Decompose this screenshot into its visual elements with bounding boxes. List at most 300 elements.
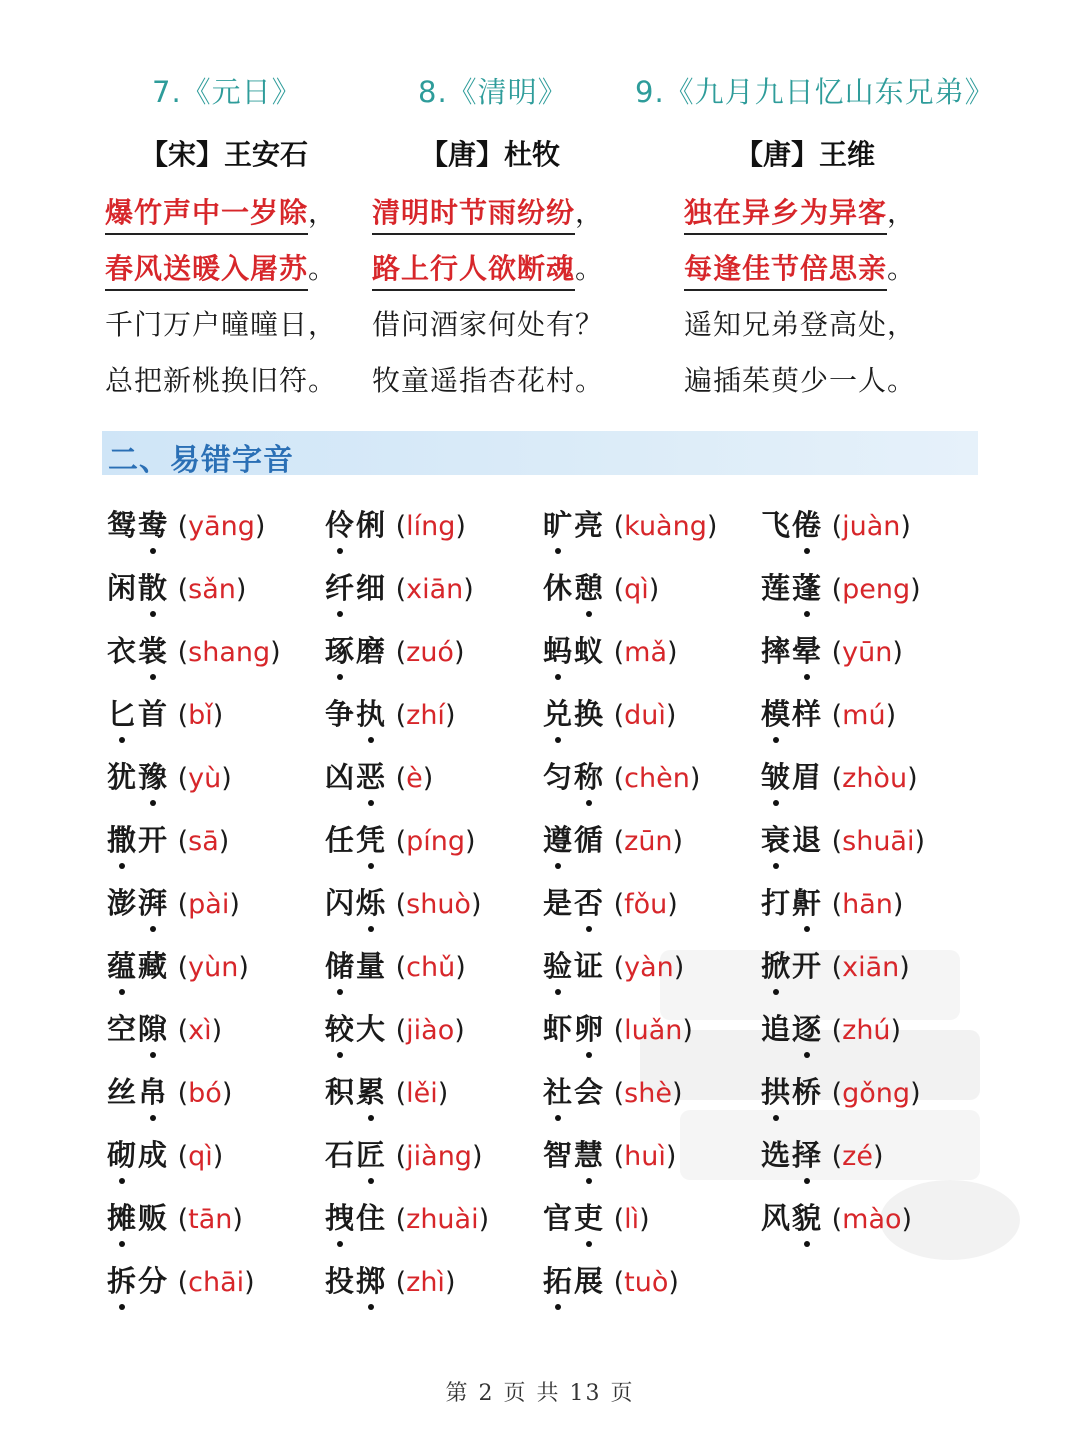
word-characters: 飞倦 <box>761 508 824 542</box>
paren-close: ) <box>465 826 476 857</box>
word-characters: 摊贩 <box>107 1201 170 1235</box>
paren-close: ) <box>667 889 678 920</box>
word-characters: 拽住 <box>325 1201 388 1235</box>
word-characters: 空隙 <box>107 1012 170 1046</box>
paren-open: ( <box>387 1141 407 1172</box>
paren-open: ( <box>823 1078 843 1109</box>
word-pinyin: shè <box>624 1078 672 1109</box>
emphasis-dot-icon <box>119 1304 125 1310</box>
emphasis-dot-icon <box>119 1178 125 1184</box>
word-pinyin: luǎn <box>624 1015 683 1046</box>
paren-open: ( <box>169 637 189 668</box>
emphasis-dot-icon <box>773 1115 779 1121</box>
word-characters: 选择 <box>761 1138 824 1172</box>
word-item <box>325 1130 483 1180</box>
poem-line <box>105 297 337 353</box>
word-pinyin: mào <box>842 1204 902 1235</box>
word-characters: 官吏 <box>543 1201 606 1235</box>
word-item <box>107 1193 243 1243</box>
paren-close: ) <box>444 1267 456 1298</box>
paren-open: ( <box>823 1141 843 1172</box>
word-characters: 较大 <box>325 1012 388 1046</box>
paren-open: ( <box>169 1078 189 1109</box>
poem-line-text: 清明时节雨纷纷 <box>372 193 575 235</box>
paren-close: ) <box>453 637 465 668</box>
word-item <box>107 1130 223 1180</box>
word-item <box>543 1256 679 1306</box>
emphasis-dot-icon <box>586 800 592 806</box>
paren-close: ) <box>221 1078 233 1109</box>
emphasis-dot-icon <box>337 674 343 680</box>
poem-line <box>105 353 337 409</box>
poem-line-text: 遍插茱萸少一人 <box>684 364 888 397</box>
word-characters: 拱桥 <box>761 1075 824 1109</box>
word-characters: 追逐 <box>761 1012 824 1046</box>
poem-line-text: 总把新桃换旧符 <box>105 364 309 397</box>
paren-close: ) <box>885 700 897 731</box>
paren-close: ) <box>648 574 660 605</box>
emphasis-dot-icon <box>586 1241 592 1247</box>
word-pinyin: bó <box>188 1078 222 1109</box>
word-item <box>325 689 455 739</box>
word-item <box>107 1004 222 1054</box>
emphasis-dot-icon <box>337 1052 343 1058</box>
word-characters: 闲散 <box>107 571 170 605</box>
emphasis-dot-icon <box>368 1115 374 1121</box>
paren-close: ) <box>706 511 718 542</box>
word-pinyin: chǔ <box>406 952 456 983</box>
poem-author: 【宋】王安石 <box>140 138 309 171</box>
word-characters: 伶俐 <box>325 508 388 542</box>
word-item <box>107 1067 232 1117</box>
word-characters: 验证 <box>543 949 606 983</box>
paren-open: ( <box>387 1078 407 1109</box>
word-item <box>543 1130 676 1180</box>
word-pinyin: yàn <box>624 952 674 983</box>
poem-line <box>105 185 337 241</box>
emphasis-dot-icon <box>119 1241 125 1247</box>
paren-close: ) <box>665 1141 677 1172</box>
word-item <box>543 752 700 802</box>
word-characters: 蕴藏 <box>107 949 170 983</box>
word-pinyin: jiàng <box>406 1141 472 1172</box>
poem-line <box>684 241 995 297</box>
section-title: 二、易错字音 <box>108 443 294 478</box>
paren-close: ) <box>444 700 456 731</box>
word-characters: 任凭 <box>325 823 388 857</box>
paren-close: ) <box>212 700 224 731</box>
poem-line-punct: ， <box>308 308 338 341</box>
word-characters: 鸳鸯 <box>107 508 170 542</box>
word-item <box>325 941 466 991</box>
word-pinyin: pài <box>188 889 230 920</box>
paren-close: ) <box>914 826 926 857</box>
word-item <box>107 626 281 676</box>
paren-close: ) <box>671 1078 683 1109</box>
paren-open: ( <box>823 511 843 542</box>
word-item <box>761 1130 883 1180</box>
word-pinyin: lěi <box>406 1078 438 1109</box>
paren-open: ( <box>605 889 625 920</box>
word-item <box>325 626 465 676</box>
paren-close: ) <box>639 1204 650 1235</box>
word-characters: 撒开 <box>107 823 170 857</box>
word-characters: 拆分 <box>107 1264 170 1298</box>
poem-8 <box>372 70 604 409</box>
word-item <box>761 752 918 802</box>
paren-close: ) <box>910 574 921 605</box>
paren-open: ( <box>605 1078 625 1109</box>
poem-line-text: 爆竹声中一岁除 <box>105 193 308 235</box>
paren-open: ( <box>605 952 625 983</box>
poem-line-text: 每逢佳节倍思亲 <box>684 249 887 291</box>
poem-line-punct: 。 <box>308 252 338 285</box>
word-pinyin: huì <box>624 1141 666 1172</box>
emphasis-dot-icon <box>555 1304 561 1310</box>
word-pinyin: fǒu <box>624 889 668 920</box>
poem-line-punct: 。 <box>308 364 338 397</box>
word-characters: 社会 <box>543 1075 606 1109</box>
word-item <box>107 563 246 613</box>
word-characters: 积累 <box>325 1075 388 1109</box>
paren-open: ( <box>387 952 407 983</box>
word-pinyin: xiān <box>842 952 900 983</box>
paren-open: ( <box>387 889 407 920</box>
emphasis-dot-icon <box>804 1052 810 1058</box>
poem-line <box>372 241 604 297</box>
word-characters: 澎湃 <box>107 886 170 920</box>
word-pinyin: zhì <box>406 1267 445 1298</box>
emphasis-dot-icon <box>337 989 343 995</box>
paren-open: ( <box>169 1204 189 1235</box>
word-item <box>761 941 910 991</box>
paren-close: ) <box>892 637 903 668</box>
word-item <box>543 815 683 865</box>
word-characters: 风貌 <box>761 1201 824 1235</box>
word-characters: 虾卵 <box>543 1012 606 1046</box>
word-pinyin: chèn <box>624 763 690 794</box>
paren-open: ( <box>823 889 843 920</box>
poem-line <box>105 241 337 297</box>
word-characters: 闪烁 <box>325 886 388 920</box>
poem-line-punct: ， <box>887 308 917 341</box>
word-item <box>325 1067 448 1117</box>
paren-close: ) <box>901 1204 913 1235</box>
word-pinyin: shuāi <box>842 826 915 857</box>
paren-open: ( <box>605 1267 625 1298</box>
paren-open: ( <box>169 511 189 542</box>
emphasis-dot-icon <box>773 800 779 806</box>
word-characters: 凶恶 <box>325 760 388 794</box>
word-characters: 投掷 <box>325 1264 388 1298</box>
word-item <box>543 563 659 613</box>
emphasis-dot-icon <box>555 1115 561 1121</box>
paren-close: ) <box>890 1015 902 1046</box>
paren-close: ) <box>422 763 434 794</box>
word-characters: 衣裳 <box>107 634 170 668</box>
paren-open: ( <box>169 889 189 920</box>
poem-line-punct: ？ <box>575 308 605 341</box>
poem-line-punct: ， <box>887 196 917 229</box>
emphasis-dot-icon <box>804 1178 810 1184</box>
paren-close: ) <box>235 574 247 605</box>
paren-close: ) <box>899 952 910 983</box>
word-characters: 摔晕 <box>761 634 824 668</box>
word-characters: 琢磨 <box>325 634 388 668</box>
paren-open: ( <box>823 763 843 794</box>
emphasis-dot-icon <box>337 1241 343 1247</box>
word-item <box>543 500 717 550</box>
word-pinyin: juàn <box>842 511 901 542</box>
word-pinyin: xì <box>188 1015 212 1046</box>
paren-close: ) <box>463 574 474 605</box>
paren-open: ( <box>169 700 189 731</box>
word-item <box>107 500 265 550</box>
emphasis-dot-icon <box>586 926 592 932</box>
paren-open: ( <box>387 763 407 794</box>
paren-open: ( <box>387 1267 407 1298</box>
paren-close: ) <box>244 1267 255 1298</box>
word-characters: 拓展 <box>543 1264 606 1298</box>
word-pinyin: kuàng <box>624 511 707 542</box>
word-pinyin: è <box>406 763 423 794</box>
paren-close: ) <box>270 637 281 668</box>
emphasis-dot-icon <box>368 926 374 932</box>
paren-close: ) <box>218 826 230 857</box>
poem-title: 7.《元日》 <box>152 75 302 109</box>
paren-open: ( <box>169 1267 189 1298</box>
word-characters: 是否 <box>543 886 606 920</box>
emphasis-dot-icon <box>804 674 810 680</box>
paren-open: ( <box>823 574 843 605</box>
poem-line-punct: 。 <box>887 364 917 397</box>
paren-open: ( <box>605 700 625 731</box>
section-header <box>102 431 978 478</box>
paren-open: ( <box>387 1204 407 1235</box>
emphasis-dot-icon <box>368 863 374 869</box>
paren-open: ( <box>387 1015 407 1046</box>
word-characters: 打鼾 <box>761 886 824 920</box>
paren-open: ( <box>387 574 407 605</box>
paren-close: ) <box>211 1015 223 1046</box>
poem-line-punct: 。 <box>575 252 605 285</box>
paren-open: ( <box>823 952 843 983</box>
poem-9 <box>635 70 995 409</box>
poem-line <box>684 353 995 409</box>
paren-open: ( <box>605 637 625 668</box>
paren-close: ) <box>478 1204 490 1235</box>
word-pinyin: chāi <box>188 1267 245 1298</box>
emphasis-dot-icon <box>337 548 343 554</box>
paren-close: ) <box>910 1078 921 1109</box>
poem-line-text: 春风送暖入屠苏 <box>105 249 308 291</box>
word-item <box>761 500 911 550</box>
word-pinyin: peng <box>842 574 911 605</box>
poem-line <box>684 297 995 353</box>
poem-line-text: 千门万户曈曈日 <box>105 308 309 341</box>
word-characters: 争执 <box>325 697 388 731</box>
word-item <box>107 878 240 928</box>
word-characters: 砌成 <box>107 1138 170 1172</box>
paren-open: ( <box>605 826 625 857</box>
poem-line <box>684 185 995 241</box>
poem-title: 9.《九月九日忆山东兄弟》 <box>635 75 995 109</box>
word-characters: 石匠 <box>325 1138 388 1172</box>
word-pinyin: qì <box>624 574 649 605</box>
word-pinyin: duì <box>624 700 666 731</box>
word-item <box>543 941 684 991</box>
paren-close: ) <box>238 952 249 983</box>
poem-title: 8.《清明》 <box>418 75 568 109</box>
emphasis-dot-icon <box>368 1304 374 1310</box>
paren-close: ) <box>665 700 677 731</box>
paren-close: ) <box>437 1078 449 1109</box>
emphasis-dot-icon <box>150 674 156 680</box>
page-number: 第 2 页 共 13 页 <box>445 1381 635 1406</box>
word-item <box>325 1193 489 1243</box>
emphasis-dot-icon <box>150 548 156 554</box>
emphasis-dot-icon <box>150 1052 156 1058</box>
word-pinyin: mǎ <box>624 637 667 668</box>
word-item <box>325 563 474 613</box>
paren-close: ) <box>455 511 466 542</box>
word-characters: 兑换 <box>543 697 606 731</box>
emphasis-dot-icon <box>555 737 561 743</box>
paren-open: ( <box>605 763 625 794</box>
emphasis-dot-icon <box>368 737 374 743</box>
word-pinyin: jiào <box>406 1015 455 1046</box>
poem-line-punct: 。 <box>575 364 605 397</box>
paren-open: ( <box>823 1015 843 1046</box>
word-item <box>761 689 896 739</box>
word-characters: 储量 <box>325 949 388 983</box>
paren-open: ( <box>823 826 843 857</box>
paren-open: ( <box>823 1204 843 1235</box>
paren-open: ( <box>823 700 843 731</box>
poem-line <box>372 353 604 409</box>
word-characters: 纤细 <box>325 571 388 605</box>
word-item <box>107 689 223 739</box>
paren-close: ) <box>673 952 685 983</box>
emphasis-dot-icon <box>368 1178 374 1184</box>
word-characters: 遵循 <box>543 823 606 857</box>
word-pinyin: bǐ <box>188 700 213 731</box>
paren-close: ) <box>907 763 918 794</box>
emphasis-dot-icon <box>773 737 779 743</box>
word-pinyin: zé <box>842 1141 873 1172</box>
poem-author: 【唐】王维 <box>735 138 876 171</box>
word-pinyin: sǎn <box>188 574 236 605</box>
word-pinyin: yāng <box>188 511 255 542</box>
paren-close: ) <box>212 1141 224 1172</box>
word-item <box>325 1256 455 1306</box>
word-pinyin: tuò <box>624 1267 669 1298</box>
paren-open: ( <box>605 1141 625 1172</box>
word-item <box>761 1004 901 1054</box>
word-item <box>325 878 482 928</box>
word-characters: 休憩 <box>543 571 606 605</box>
emphasis-dot-icon <box>119 989 125 995</box>
poem-author: 【唐】杜牧 <box>420 138 561 171</box>
word-pinyin: sā <box>188 826 219 857</box>
word-characters: 掀开 <box>761 949 824 983</box>
word-characters: 衰退 <box>761 823 824 857</box>
paren-open: ( <box>387 826 407 857</box>
word-item <box>107 752 232 802</box>
paren-close: ) <box>900 511 911 542</box>
word-item <box>325 815 476 865</box>
paren-open: ( <box>605 574 625 605</box>
word-item <box>325 752 433 802</box>
emphasis-dot-icon <box>555 863 561 869</box>
word-item <box>761 1067 921 1117</box>
paren-close: ) <box>682 1015 693 1046</box>
emphasis-dot-icon <box>804 926 810 932</box>
word-item <box>107 941 249 991</box>
word-pinyin: qì <box>188 1141 213 1172</box>
paren-close: ) <box>689 763 701 794</box>
paren-close: ) <box>672 826 684 857</box>
word-pinyin: tān <box>188 1204 233 1235</box>
word-characters: 模样 <box>761 697 824 731</box>
emphasis-dot-icon <box>804 611 810 617</box>
poem-line-text: 牧童遥指杏花村 <box>372 364 576 397</box>
poem-7 <box>105 70 337 409</box>
emphasis-dot-icon <box>368 800 374 806</box>
poem-line-text: 遥知兄弟登高处 <box>684 308 888 341</box>
word-pinyin: yù <box>188 763 222 794</box>
word-pinyin: hān <box>842 889 893 920</box>
emphasis-dot-icon <box>586 1178 592 1184</box>
word-pinyin: shuò <box>406 889 471 920</box>
word-item <box>107 815 229 865</box>
word-item <box>543 878 678 928</box>
paren-close: ) <box>229 889 240 920</box>
paren-close: ) <box>254 511 266 542</box>
emphasis-dot-icon <box>804 1241 810 1247</box>
poem-line-punct: ， <box>308 196 338 229</box>
paren-open: ( <box>823 637 843 668</box>
word-characters: 犹豫 <box>107 760 170 794</box>
paren-open: ( <box>605 1204 625 1235</box>
poem-line <box>372 297 604 353</box>
poem-line-text: 路上行人欲断魂 <box>372 249 575 291</box>
word-pinyin: zhí <box>406 700 445 731</box>
poem-line-punct: ， <box>575 196 605 229</box>
paren-open: ( <box>169 1015 189 1046</box>
emphasis-dot-icon <box>119 737 125 743</box>
word-pinyin: zūn <box>624 826 673 857</box>
word-item <box>761 1193 912 1243</box>
paren-open: ( <box>387 637 407 668</box>
emphasis-dot-icon <box>773 989 779 995</box>
emphasis-dot-icon <box>150 800 156 806</box>
paren-close: ) <box>221 763 232 794</box>
poem-line-text: 借问酒家何处有 <box>372 308 576 341</box>
word-item <box>107 1256 255 1306</box>
emphasis-dot-icon <box>773 863 779 869</box>
word-item <box>543 689 676 739</box>
word-pinyin: yùn <box>188 952 239 983</box>
word-characters: 蚂蚁 <box>543 634 606 668</box>
emphasis-dot-icon <box>555 989 561 995</box>
emphasis-dot-icon <box>586 611 592 617</box>
word-characters: 匀称 <box>543 760 606 794</box>
word-characters: 丝帛 <box>107 1075 170 1109</box>
poem-line-text: 独在异乡为异客 <box>684 193 887 235</box>
paren-open: ( <box>605 1015 625 1046</box>
emphasis-dot-icon <box>150 926 156 932</box>
